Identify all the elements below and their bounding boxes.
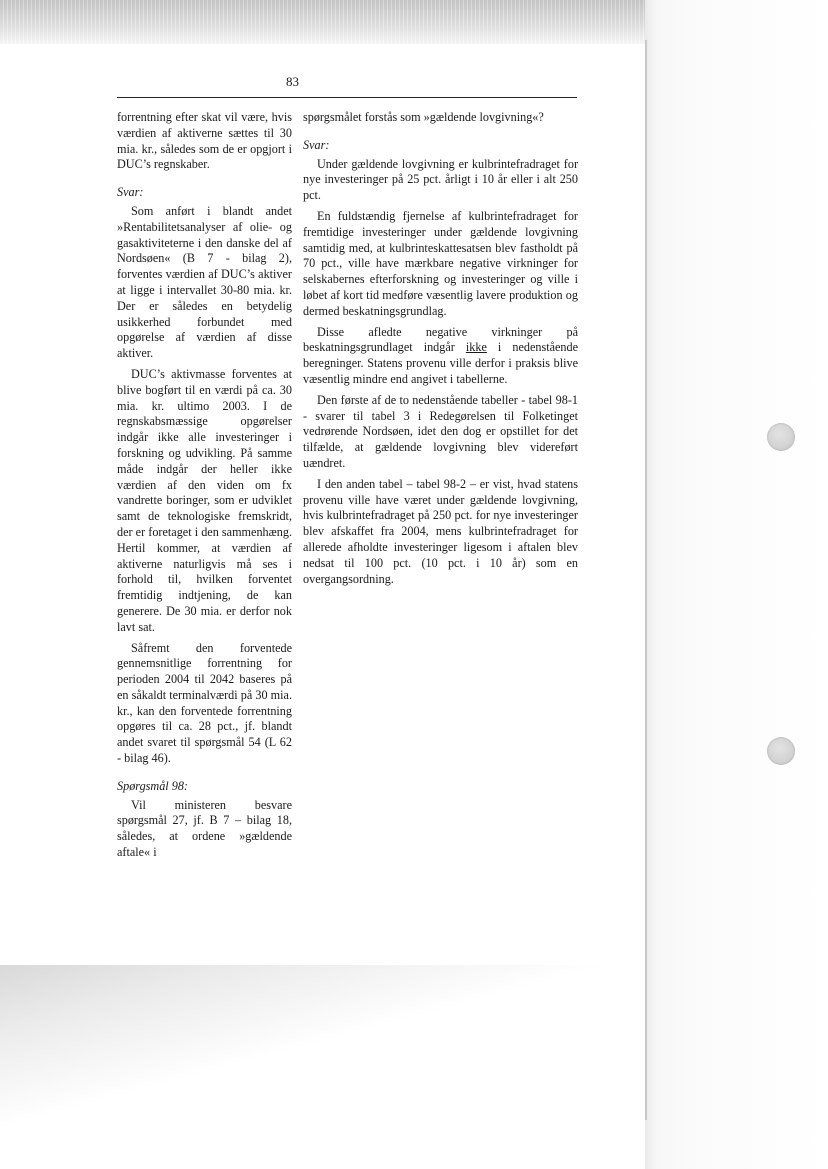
right-column: [303, 110, 578, 592]
paragraph: Som anført i blandt andet »Rentabilitetsanalyser af olie- og gasaktiviteterne i den danske del af Nordsøen« (B 7 - bilag 2), forventes værdien af DUC’s aktiver at ligge i intervallet 30-80 mia. kr. Der er således en betydelig usikkerhed forbundet med opgørelse af værdien af disse aktiver.: [117, 203, 292, 361]
paragraph: Såfremt den forventede gennemsnitlige forrentning for perioden 2004 til 2042 baseres på en såkaldt terminalværdi på 30 mia. kr., kan den forventede forrentning opgøres til ca. 28 pct., jf. blandt andet svaret til spørgsmål 54 (L 62 - bilag 46).: [117, 640, 292, 766]
header-rule: [117, 97, 577, 98]
page-edge-line: [645, 40, 647, 1120]
paragraph: En fuldstændig fjernelse af kulbrintefradraget for fremtidige investeringer under gældende lovgivning samtidig med, at kulbrinteskattesatsen blev fastholdt på 70 pct., ville have mærkbare negative virkninger for selskabernes efterforskning og investeringer og ville i løbet af kort tid medføre væsentlig lavere produktion og dermed beskatningsgrundlag.: [303, 208, 578, 318]
page-number-text: 83: [286, 74, 299, 89]
scan-shadow-bottom: [0, 965, 600, 1169]
paragraph: Den første af de to nedenstående tabeller - tabel 98-1 - svarer til tabel 3 i Redegørelsen til Folketinget vedrørende Nordsøen, idet den dog er opstillet for det tilfælde, at gældende lovgivning blev videreført uændret.: [303, 392, 578, 470]
paragraph-text: Disse afledte negative virkninger på beskatningsgrundlaget indgår: [303, 324, 578, 355]
scan-shadow-top: [0, 0, 650, 44]
left-column: [117, 110, 292, 866]
paragraph: Under gældende lovgivning er kulbrintefradraget for nye investeringer på 25 pct. årligt i 10 år eller i alt 250 pct.: [303, 156, 578, 203]
paragraph: Vil ministeren besvare spørgsmål 27, jf. B 7 – bilag 18, således, at ordene »gældende aftale« i: [117, 797, 292, 860]
section-heading: Svar:: [303, 137, 330, 152]
question-heading: Spørgsmål 98:: [117, 778, 188, 793]
punch-hole-upper: [767, 423, 795, 451]
paragraph: I den anden tabel – tabel 98-2 – er vist, hvad statens provenu ville have været under gældende lovgivning, hvis kulbrintefradraget på 250 pct. for nye investeringer blev afskaffet fra 2004, mens kulbrintefradraget for allerede afholdte investeringer ligesom i aftalen blev nedsat til 100 pct. (10 pct. i 10 år) som en overgangsordning.: [303, 476, 578, 586]
paragraph: forrentning efter skat vil være, hvis værdien af aktiverne sættes til 30 mia. kr., således som de er opgjort i DUC’s regnskaber.: [117, 110, 292, 172]
section-heading: Svar:: [117, 185, 144, 200]
paragraph: spørgsmålet forstås som »gældende lovgivning«?: [303, 110, 544, 124]
punch-hole-lower: [767, 737, 795, 765]
underlined-word: ikke: [465, 340, 487, 355]
paragraph: DUC’s aktivmasse forventes at blive bogført til en værdi på ca. 30 mia. kr. ultimo 2003. I de regnskabsmæssige opgørelser indgår ikke alle investeringer i forskning og udvikling. På samme måde indgår der heller ikke værdien af den viden om fx vandrette boringer, som er udviklet samt de teknologiske fremskridt, der er foretaget i den sammenhæng. Hertil kommer, at værdien af aktiverne naturligvis må ses i forhold til, hvilken forventet fremtidig indtjening, de kan generere. De 30 mia. er derfor nok lavt sat.: [117, 366, 292, 634]
paragraph-text: i nedenstående beregninger. Statens provenu ville derfor i praksis blive væsentlig mindre end angivet i tabellerne.: [303, 340, 578, 386]
paragraph: [303, 325, 578, 388]
scan-margin-right: [645, 0, 828, 1169]
